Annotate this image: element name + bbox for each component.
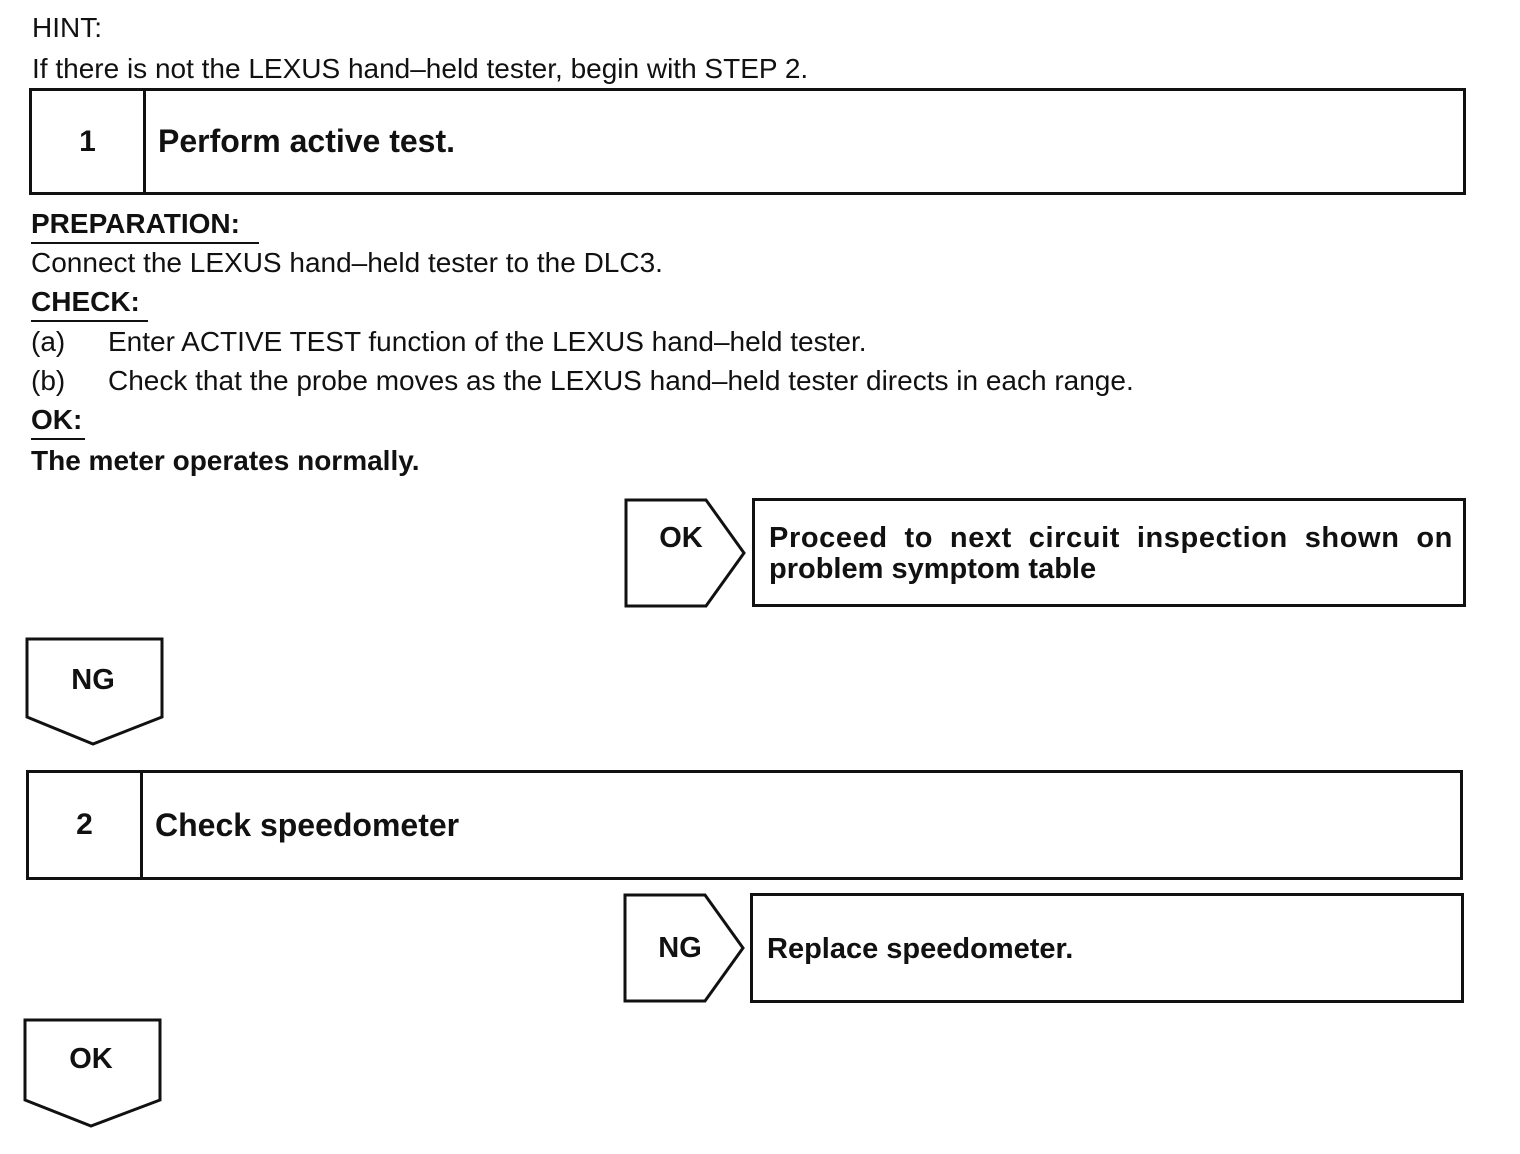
hint-label: HINT: (32, 12, 102, 43)
step-1-box (29, 88, 1466, 195)
check-item-a-marker: (a) (31, 326, 66, 357)
ok-criteria-heading: OK: (31, 404, 83, 435)
step-1-ng-label: NG (71, 664, 115, 696)
check-item-a-text: Enter ACTIVE TEST function of the LEXUS hand–held tester. (108, 326, 867, 357)
preparation-text: Connect the LEXUS hand–held tester to the DLC3. (31, 247, 663, 278)
preparation-underline (31, 242, 259, 244)
step-1-ok-result-box (752, 498, 1466, 607)
ok-criteria-underline (31, 438, 85, 440)
step-2-ng-result-text: Replace speedometer. (767, 933, 1074, 965)
check-item-b-text: Check that the probe moves as the LEXUS hand–held tester directs in each range. (108, 365, 1134, 396)
step-1-ok-result-line-1: Proceed to next circuit inspection shown on (769, 522, 1453, 554)
step-1-ok-result-line-2: problem symptom table (769, 553, 1097, 585)
check-underline (31, 320, 148, 322)
ok-criteria-text: The meter operates normally. (31, 445, 420, 476)
check-heading: CHECK: (31, 286, 140, 317)
check-item-b-marker: (b) (31, 365, 66, 396)
step-2-box (26, 770, 1463, 880)
step-2-ok-label: OK (69, 1043, 113, 1075)
preparation-heading: PREPARATION: (31, 208, 240, 239)
step-2-number: 2 (29, 773, 143, 877)
step-1-title: Perform active test. (158, 123, 456, 159)
step-1-ok-label: OK (659, 522, 703, 554)
step-2-ng-label: NG (658, 932, 702, 964)
hint-text: If there is not the LEXUS hand–held tester, begin with STEP 2. (32, 53, 809, 84)
step-1-number: 1 (32, 91, 146, 192)
step-2-title: Check speedometer (155, 806, 460, 843)
step-2-ng-result-box (750, 893, 1464, 1003)
